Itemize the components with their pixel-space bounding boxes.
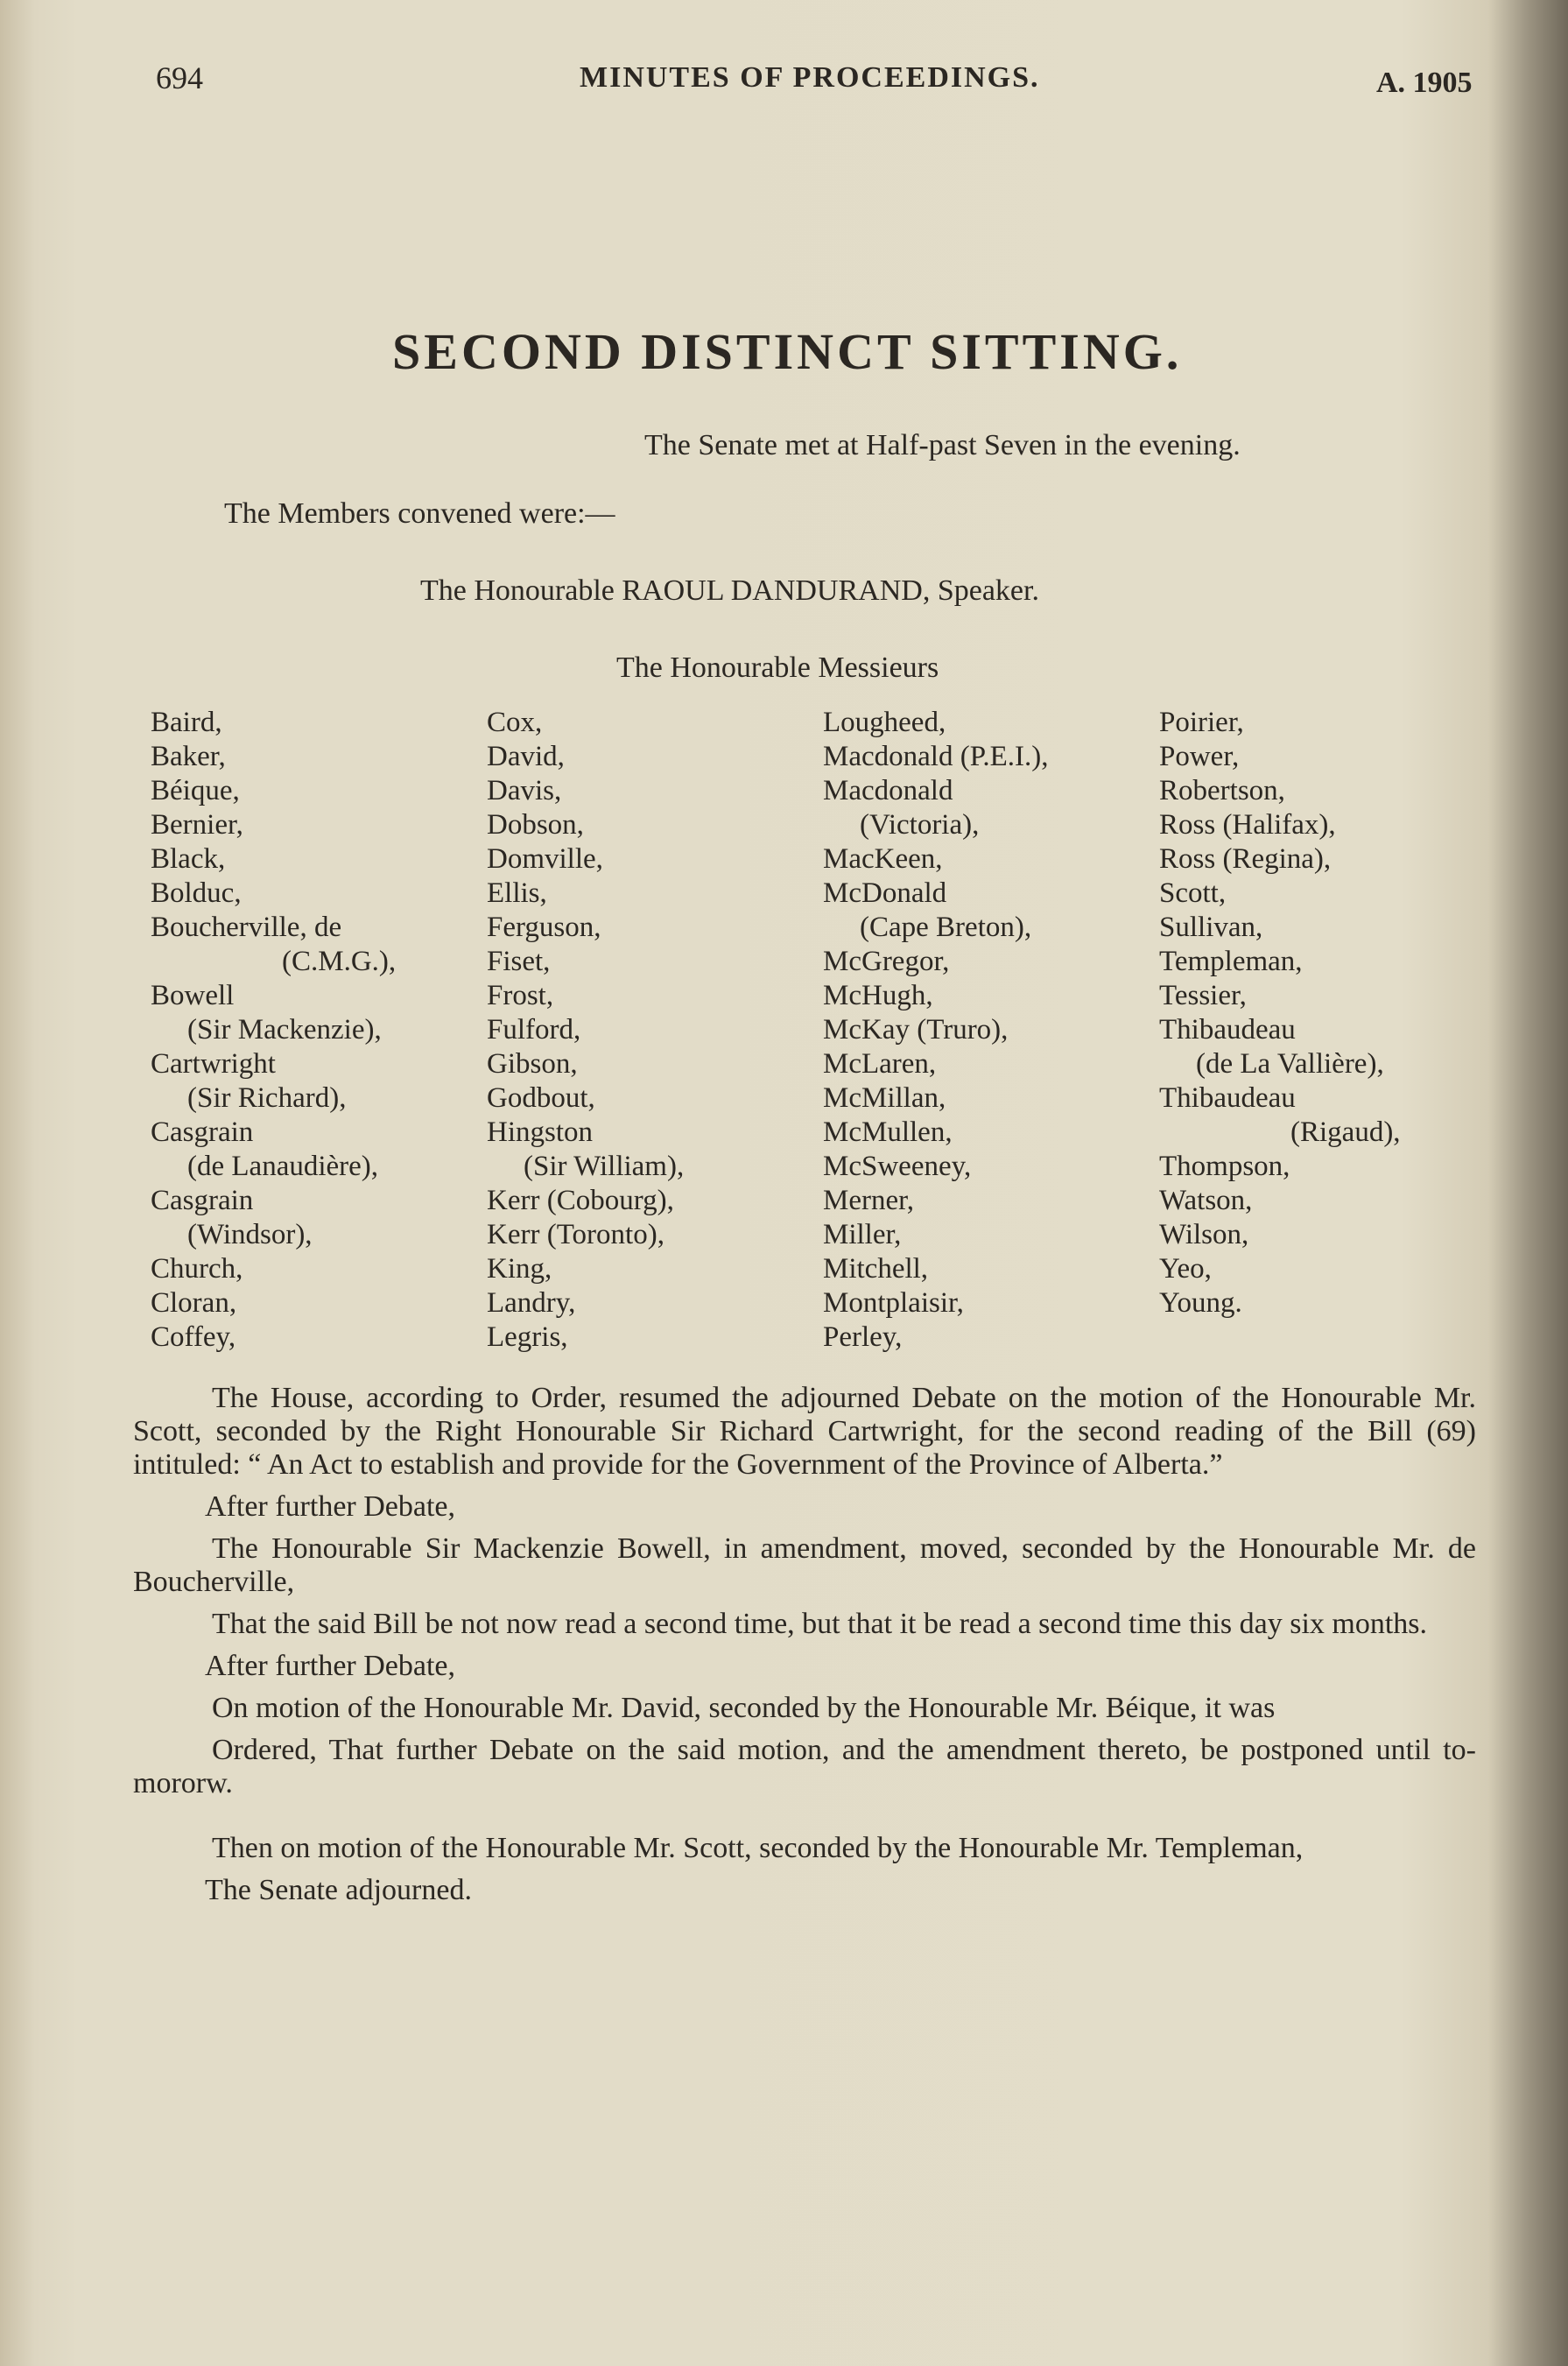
- member-name: Coffey,: [151, 1321, 236, 1353]
- member-name: Lougheed,: [823, 707, 946, 738]
- member-name: McHugh,: [823, 980, 933, 1011]
- member-name: (de La Vallière),: [1196, 1048, 1384, 1080]
- member-name: Frost,: [487, 980, 554, 1011]
- member-name: Bernier,: [151, 809, 243, 841]
- paragraph-motion-david: On motion of the Honourable Mr. David, seconded by the Honourable Mr. Béique, it was: [212, 1692, 1276, 1724]
- member-name: (Rigaud),: [1290, 1116, 1401, 1148]
- member-name: Dobson,: [487, 809, 584, 841]
- member-name: Scott,: [1159, 877, 1227, 909]
- member-name: Macdonald (P.E.I.),: [823, 741, 1049, 772]
- member-name: Fulford,: [487, 1014, 581, 1046]
- paragraph-ordered: Ordered, That further Debate on the said motion, and the amendment thereto, be postponed until to-mororw.: [133, 1734, 1476, 1799]
- members-column-1: [151, 706, 396, 1355]
- member-name: Sullivan,: [1159, 912, 1263, 943]
- member-name: (Sir William),: [524, 1151, 685, 1182]
- member-name: Thibaudeau: [1159, 1014, 1296, 1046]
- member-name: Thibaudeau: [1159, 1082, 1296, 1114]
- member-name: Black,: [151, 843, 226, 875]
- paragraph-debate: The House, according to Order, resumed the adjourned Debate on the motion of the Honourable Mr. Scott, seconded by the Right Honourable Sir Richard Cartwright, for the second reading of the Bill (69) intituled: “ An Act to establish and provide for the Government of the Province of Alberta.”: [133, 1382, 1476, 1481]
- members-column-2: [487, 706, 684, 1355]
- paragraph-after-debate-2: After further Debate,: [205, 1650, 456, 1682]
- member-name: Cox,: [487, 707, 543, 738]
- members-column-4: [1159, 706, 1401, 1320]
- member-name: (Cape Breton),: [860, 912, 1032, 943]
- member-name: Yeo,: [1159, 1253, 1212, 1285]
- member-name: Merner,: [823, 1185, 915, 1216]
- proceedings-text: [133, 1382, 1476, 1916]
- member-name: Kerr (Cobourg),: [487, 1185, 674, 1216]
- member-name: Young.: [1159, 1287, 1242, 1319]
- member-name: (Windsor),: [187, 1219, 313, 1250]
- member-name: Wilson,: [1159, 1219, 1249, 1250]
- member-name: Legris,: [487, 1321, 568, 1353]
- member-name: McGregor,: [823, 946, 950, 977]
- member-name: Miller,: [823, 1219, 902, 1250]
- member-name: Kerr (Toronto),: [487, 1219, 664, 1250]
- member-name: Montplaisir,: [823, 1287, 964, 1319]
- messieurs-line: The Honourable Messieurs: [616, 651, 939, 684]
- member-name: McMillan,: [823, 1082, 946, 1114]
- members-column-3: [823, 706, 1049, 1355]
- paragraph-after-debate: After further Debate,: [205, 1490, 456, 1523]
- member-name: Cartwright: [151, 1048, 276, 1080]
- member-name: Power,: [1159, 741, 1240, 772]
- member-name: Thompson,: [1159, 1151, 1290, 1182]
- member-name: Domville,: [487, 843, 603, 875]
- member-name: (Sir Richard),: [187, 1082, 347, 1114]
- member-name: (C.M.G.),: [282, 946, 397, 977]
- paragraph-six-months: That the said Bill be not now read a second time, but that it be read a second time this day six months.: [212, 1608, 1428, 1640]
- page-title: SECOND DISTINCT SITTING.: [392, 323, 1183, 380]
- member-name: Church,: [151, 1253, 243, 1285]
- member-name: Mitchell,: [823, 1253, 929, 1285]
- page-number: 694: [156, 60, 203, 95]
- member-name: Perley,: [823, 1321, 903, 1353]
- member-name: Bolduc,: [151, 877, 242, 909]
- member-name: Macdonald: [823, 775, 953, 806]
- member-name: Watson,: [1159, 1185, 1253, 1216]
- member-name: Godbout,: [487, 1082, 595, 1114]
- speaker-line: The Honourable RAOUL DANDURAND, Speaker.: [420, 574, 1039, 607]
- member-name: Cloran,: [151, 1287, 237, 1319]
- member-name: (Victoria),: [860, 809, 980, 841]
- member-name: McKay (Truro),: [823, 1014, 1009, 1046]
- paragraph-motion-scott: Then on motion of the Honourable Mr. Scott, seconded by the Honourable Mr. Templeman,: [212, 1832, 1304, 1864]
- member-name: McLaren,: [823, 1048, 937, 1080]
- member-name: Baker,: [151, 741, 226, 772]
- member-name: (Sir Mackenzie),: [187, 1014, 382, 1046]
- member-name: Boucherville, de: [151, 912, 342, 943]
- member-name: Béique,: [151, 775, 240, 806]
- member-name: McMullen,: [823, 1116, 953, 1148]
- member-name: Tessier,: [1159, 980, 1247, 1011]
- member-name: McSweeney,: [823, 1151, 972, 1182]
- member-name: King,: [487, 1253, 552, 1285]
- intro-line: The Senate met at Half-past Seven in the evening.: [644, 429, 1241, 461]
- member-name: McDonald: [823, 877, 947, 909]
- year-label: A. 1905: [1376, 67, 1473, 99]
- member-name: Casgrain: [151, 1185, 254, 1216]
- paragraph-adjourned: The Senate adjourned.: [205, 1874, 472, 1906]
- member-name: Ross (Regina),: [1159, 843, 1332, 875]
- member-name: Ferguson,: [487, 912, 601, 943]
- member-name: Templeman,: [1159, 946, 1303, 977]
- member-name: Robertson,: [1159, 775, 1285, 806]
- member-name: Landry,: [487, 1287, 576, 1319]
- page-header: [0, 60, 1568, 112]
- member-name: Casgrain: [151, 1116, 254, 1148]
- member-name: Gibson,: [487, 1048, 578, 1080]
- member-name: David,: [487, 741, 565, 772]
- member-name: Fiset,: [487, 946, 551, 977]
- member-name: (de Lanaudière),: [187, 1151, 379, 1182]
- member-name: Baird,: [151, 707, 222, 738]
- member-name: Ellis,: [487, 877, 547, 909]
- running-title: MINUTES OF PROCEEDINGS.: [580, 61, 1040, 94]
- member-name: Davis,: [487, 775, 562, 806]
- member-name: MacKeen,: [823, 843, 943, 875]
- member-name: Hingston: [487, 1116, 594, 1148]
- member-name: Bowell: [151, 980, 235, 1011]
- member-name: Poirier,: [1159, 707, 1244, 738]
- member-name: Ross (Halifax),: [1159, 809, 1336, 841]
- paragraph-amendment: The Honourable Sir Mackenzie Bowell, in amendment, moved, seconded by the Honourable Mr. de Boucherville,: [133, 1532, 1476, 1598]
- members-line: The Members convened were:—: [224, 497, 615, 530]
